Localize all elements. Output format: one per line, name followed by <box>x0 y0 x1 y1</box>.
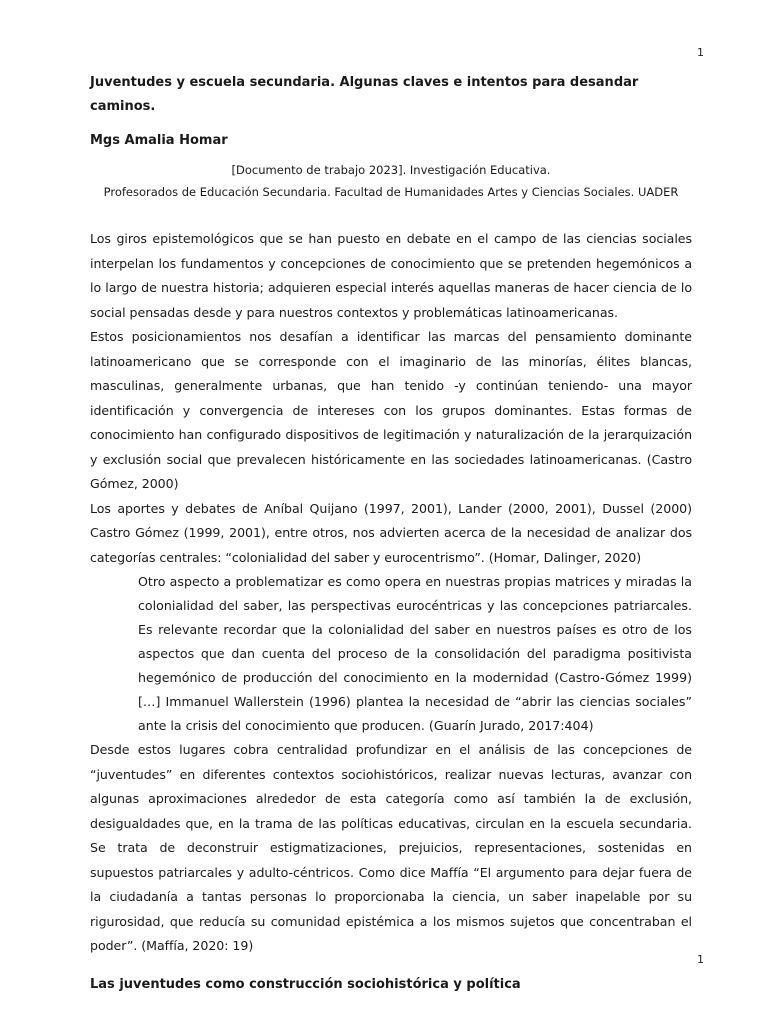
document-author: Mgs Amalia Homar <box>90 133 228 148</box>
document-meta-line-1: [Documento de trabajo 2023]. Investigación Educativa. <box>231 163 551 177</box>
document-body <box>90 71 692 997</box>
document-title: Juventudes y escuela secundaria. Algunas claves e intentos para desandar caminos. <box>90 75 639 114</box>
block-quote: Otro aspecto a problematizar es como opera en nuestras propias matrices y miradas la colonialidad del saber, las perspectivas eurocéntricas y las concepciones patriarcales. Es relevante recordar que la colonialidad del saber en nuestros países es otro de los aspectos que dan cuenta del proceso de la consolidación del paradigma positivista hegemónico de producción del conocimiento en la modernidad (Castro-Gómez 1999) […] Immanuel Wallerstein (1996) plantea la necesidad de “abrir las ciencias sociales” ante la crisis del conocimiento que producen. (Guarín Jurado, 2017:404) <box>138 574 692 733</box>
paragraph-4: Desde estos lugares cobra centralidad profundizar en el análisis de las concepciones de “juventudes” en diferentes contextos sociohistóricos, realizar nuevas lecturas, avanzar con algunas aproximaciones alrededor de esta categoría como así también la de exclusión, desigualdades que, en la trama de las políticas educativas, circulan en la escuela secundaria. Se trata de deconstruir estigmatizaciones, prejuicios, representaciones, sostenidas en supuestos patriarcales y adulto-céntricos. Como dice Maffía “El argumento para dejar fuera de la ciudadanía a tantas personas lo proporcionaba la ciencia, un saber inapelable por su rigurosidad, que reducía su comunidad epistémica a los mismos sujetos que concentraban el poder”. (Maffía, 2020: 19) <box>90 742 692 953</box>
paragraph-2: Estos posicionamientos nos desafían a identificar las marcas del pensamiento dominante latinoamericano que se corresponde con el imaginario de las minorías, élites blancas, masculinas, generalmente urbanas, que han tenido -y continúan teniendo- una mayor identificación y convergencia de intereses con los grupos dominantes. Estas formas de conocimiento han configurado dispositivos de legitimación y naturalización de la jerarquización y exclusión social que prevalecen históricamente en las sociedades latinoamericanas. (Castro Gómez, 2000) <box>90 329 692 491</box>
page-number-bottom: 1 <box>697 953 704 966</box>
paragraph-3: Los aportes y debates de Aníbal Quijano (1997, 2001), Lander (2000, 2001), Dussel (2000) Castro Gómez (1999, 2001), entre otros, nos advierten acerca de la necesidad de analizar dos categorías centrales: “colonialidad del saber y eurocentrismo”. (Homar, Dalinger, 2020) <box>90 500 692 565</box>
document-meta-line-2: Profesorados de Educación Secundaria. Facultad de Humanidades Artes y Ciencias Sociales. UADER <box>103 185 679 199</box>
section-heading: Las juventudes como construcción sociohistórica y política <box>90 976 521 992</box>
page-number-top: 1 <box>697 46 704 59</box>
paragraph-1: Los giros epistemológicos que se han puesto en debate en el campo de las ciencias sociales interpelan los fundamentos y concepciones de conocimiento que se pretenden hegemónicos a lo largo de nuestra historia; adquieren especial interés aquellas maneras de hacer ciencia de lo social pensadas desde y para nuestros contextos y problemáticas latinoamericanas. <box>90 231 692 320</box>
